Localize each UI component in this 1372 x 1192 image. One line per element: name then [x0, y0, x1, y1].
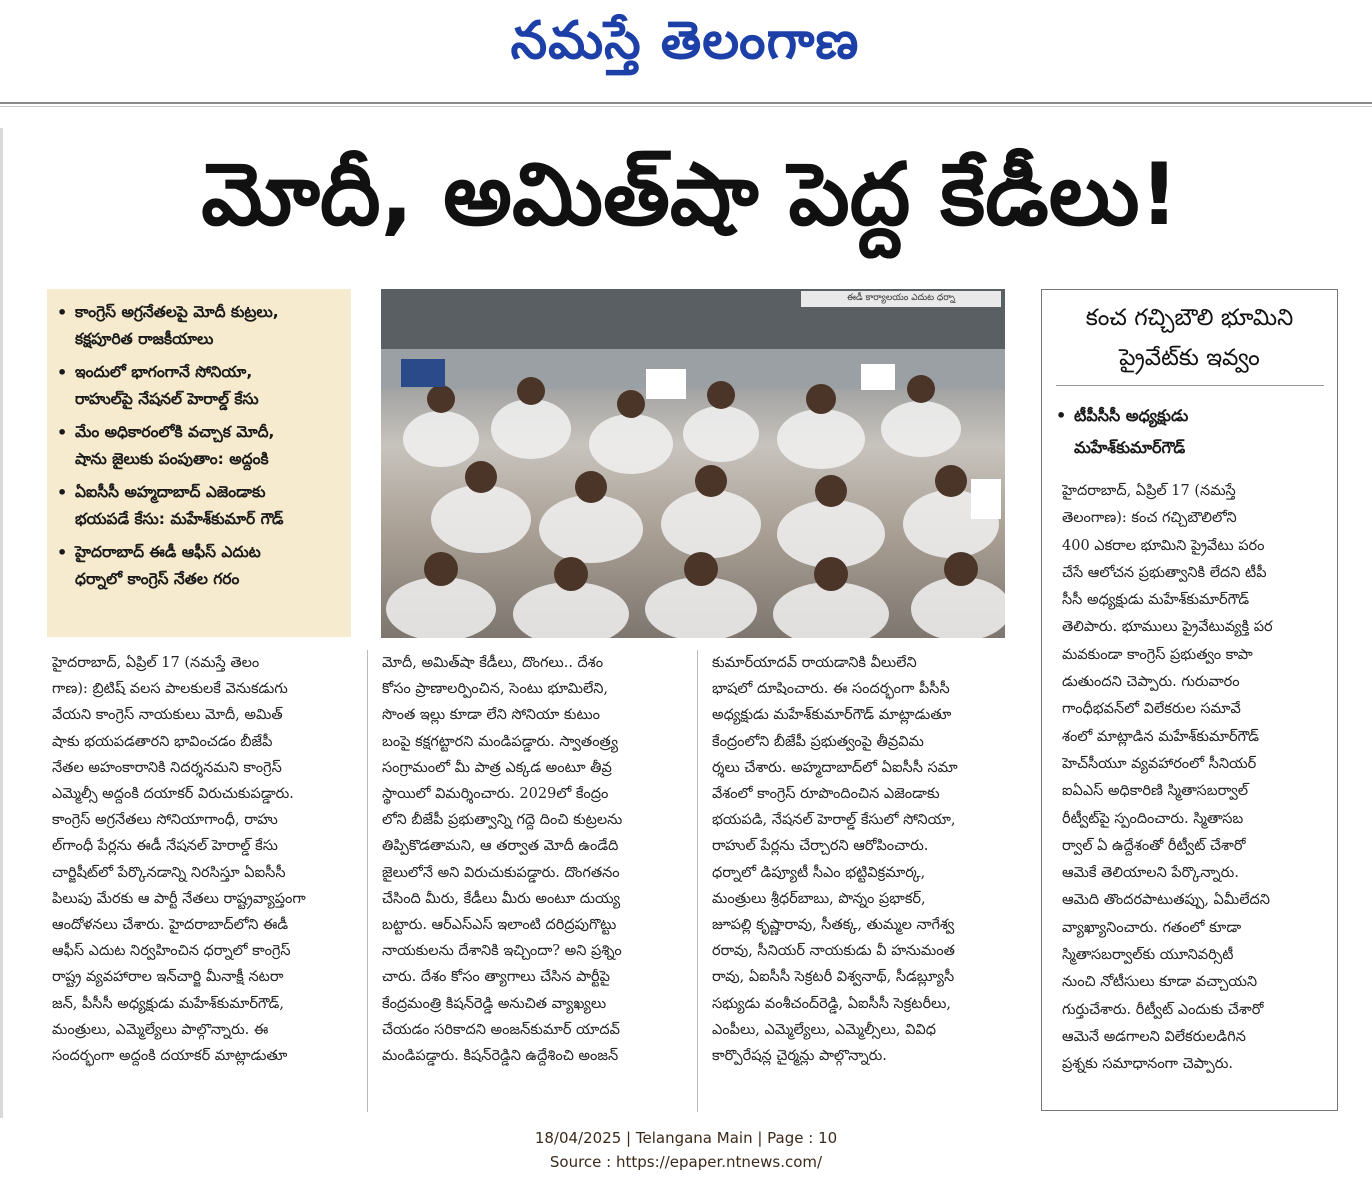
body-text-line: ర్శలు చేశారు. అహ్మదాబాద్‌లో ఏఐసీసీ సమా: [712, 759, 958, 776]
body-text-line: కాంగ్రెస్ అగ్రనేతలు సోనియాగాంధీ, రాహు: [52, 812, 278, 829]
body-text-line: మంత్రులు, ఎమ్మెల్యేలు పాల్గొన్నారు. ఈ: [52, 1021, 269, 1038]
bullet-icon: •: [1056, 406, 1067, 425]
highlight-item: [57, 359, 343, 413]
body-text-line: మోదీ, అమిత్‌షా కేడీలు, దొంగలు.. దేశం: [382, 655, 604, 671]
body-text-line: భాషలో దూషించారు. ఈ సందర్భంగా పీసీసీ: [712, 681, 950, 698]
body-text-line: ధర్నాలో డిప్యూటీ సీఎం భట్టివిక్రమార్క,: [712, 864, 926, 881]
body-text-line: సొంత ఇల్లు కూడా లేని సోనియా కుటుం: [382, 707, 601, 724]
bullet-icon: •: [57, 483, 68, 502]
body-text-line: ఐఏఎస్ అధికారిణి స్మితాసబర్వాల్: [1062, 783, 1249, 800]
news-photo: [381, 289, 1005, 638]
body-text-line: గాంధీభవన్‌లో విలేకరుల సమావే: [1062, 701, 1241, 718]
highlight-line: భయపడే కేసు: మహేశ్‌కుమార్ గౌడ్: [75, 510, 284, 528]
bullet-icon: •: [57, 363, 68, 382]
body-text-line: తెలంగాణ): కంచ గచ్చిబౌలిలోని: [1062, 510, 1237, 527]
column-divider: [697, 650, 698, 1112]
highlight-item: [57, 419, 343, 473]
body-text-line: హైదరాబాద్, ఏప్రిల్ 17 (నమస్తే: [1062, 483, 1236, 499]
body-text-line: ఎమ్మెల్సీ అద్దంకి దయాకర్ విరుచుకుపడ్డారు.: [52, 786, 294, 803]
crowd-illustration: [381, 289, 1005, 638]
article-column-3: [712, 650, 1012, 1069]
body-text-line: రాహుల్ పేర్లను చేర్చారని ఆరోపించారు.: [712, 838, 929, 855]
bullet-icon: •: [57, 543, 68, 562]
body-text-line: షాకు భయపడతారని భావించడం బీజేపీ: [52, 733, 273, 750]
body-text-line: సంగ్రామంలో మీ పాత్ర ఎక్కడ అంటూ తీవ్ర: [382, 759, 612, 776]
body-text-line: ర్వాల్ ఏ ఉద్దేశంతో రీట్వీట్ చేశారో: [1062, 837, 1246, 854]
body-text-line: గుర్తుచేశారు. రీట్వీట్ ఎందుకు చేశారో: [1062, 1001, 1264, 1018]
body-text-line: పిలుపు మేరకు ఆ పార్టీ నేతలు రాష్ట్రవ్యాప్తంగా: [52, 890, 306, 907]
sidebar-headline: [1042, 298, 1337, 378]
page-footer: [0, 1126, 1372, 1174]
body-text-line: స్థాయిలో విమర్శించారు. 2029లో కేంద్రం: [382, 786, 609, 803]
body-text-line: గాణ): బ్రిటిష్ వలస పాలకులకే వెనుకడుగు: [52, 681, 288, 698]
masthead-logo: నమస్తే తెలంగాణ: [510, 10, 860, 71]
body-text-line: ప్రశ్నకు సమాధానంగా చెప్పారు.: [1062, 1056, 1234, 1073]
footer-edition-info: 18/04/2025 | Telangana Main | Page : 10: [534, 1129, 838, 1147]
body-text-line: రావు, ఏఐసీసీ సెక్రటరీ విశ్వనాథ్, సీడబ్ల్యూసీ: [712, 969, 955, 986]
highlight-line: ఇందులో భాగంగానే సోనియా,: [75, 363, 253, 381]
body-text-line: హెచ్‌సీయూ వ్యవహారంలో సీనియర్: [1062, 755, 1257, 772]
body-text-line: మండిపడ్డారు. కిషన్‌రెడ్డిని ఉద్దేశించి అంజన్: [382, 1048, 619, 1065]
body-text-line: చార్జిషీట్‌లో పేర్కొనడాన్ని నిరసిస్తూ ఏఐసీసీ: [52, 864, 286, 881]
body-text-line: ఆందోళనలు చేశారు. హైదరాబాద్‌లోని ఈడీ: [52, 917, 289, 934]
body-text-line: వేయని కాంగ్రెస్ నాయకులు మోదీ, అమిత్: [52, 707, 283, 724]
body-text-line: తెలిపారు. భూములు ప్రైవేటువ్యక్తి పర: [1062, 619, 1273, 636]
highlight-line: ఏఐసీసీ అహ్మదాబాద్ ఎజెండాకు: [75, 483, 266, 501]
highlight-item: [57, 479, 343, 533]
body-text-line: మంత్రులు శ్రీధర్‌బాబు, పొన్నం ప్రభాకర్,: [712, 890, 926, 907]
bullet-icon: •: [57, 303, 68, 322]
masthead-divider-thin: [0, 106, 1372, 107]
body-text-line: కార్పొరేషన్ల చైర్మన్లు పాల్గొన్నారు.: [712, 1048, 887, 1065]
body-text-line: శంలో మాట్లాడిన మహేశ్‌కుమార్‌గౌడ్: [1062, 728, 1260, 745]
body-text-line: తిప్పికొడతామని, ఆ తర్వాత మోదీ ఉండేది: [382, 838, 619, 855]
body-text-line: నేతల అహంకారానికి నిదర్శనమని కాంగ్రెస్: [52, 759, 282, 776]
body-text-line: రీట్వీట్‌పై స్పందించారు. స్మితాసబ: [1062, 810, 1244, 827]
sidebar-story: [1041, 289, 1338, 1111]
sidebar-subheading: [1056, 400, 1326, 464]
photo-banner-text: ఈడీ కార్యాలయం ఎదుట ధర్నా: [801, 291, 1001, 307]
highlight-line: రాహుల్‌పై నేషనల్ హెరాల్డ్ కేసు: [75, 390, 259, 408]
body-text-line: ఆమెనే అడగాలని విలేకరులడిగిన: [1062, 1028, 1246, 1045]
body-text-line: ఆఫీస్ ఎదుట నిర్వహించిన ధర్నాలో కాంగ్రెస్: [52, 943, 291, 960]
body-text-line: లోని బీజేపీ ప్రభుత్వాన్ని గద్దె దించి కుట్రలను: [382, 812, 623, 829]
body-text-line: మవకుండా కాంగ్రెస్ ప్రభుత్వం కాపా: [1062, 646, 1253, 663]
highlight-line: ధర్నాలో కాంగ్రెస్ నేతల గరం: [75, 570, 240, 588]
body-text-line: చేయడం సరికాదని అంజన్‌కుమార్ యాదవ్: [382, 1021, 620, 1038]
body-text-line: హైదరాబాద్, ఏప్రిల్ 17 (నమస్తే తెలం: [52, 655, 260, 671]
body-text-line: చేసింది మీరు, కేడీలు మీరు అంటూ దుయ్య: [382, 890, 621, 907]
body-text-line: నుంచి నోటీసులు కూడా వచ్చాయని: [1062, 974, 1258, 991]
body-text-line: వ్యాఖ్యానించారు. గతంలో కూడా: [1062, 919, 1242, 936]
highlight-item: [57, 539, 343, 593]
masthead: [0, 0, 1372, 100]
body-text-line: జూపల్లి కృష్ణారావు, సీతక్క, తుమ్మల నాగేశ్వ: [712, 917, 955, 934]
body-text-line: ఆమెకే తెలియాలని పేర్కొన్నారు.: [1062, 865, 1239, 882]
sidebar-subheading-line: మహేశ్‌కుమార్‌గౌడ్: [1074, 438, 1186, 457]
body-text-line: భయపడి, నేషనల్ హెరాల్డ్ కేసులో సోనియా,: [712, 812, 956, 829]
body-text-line: సభ్యుడు వంశీచంద్‌రెడ్డి, ఏఐసీసీ సెక్రటరీలు,: [712, 995, 951, 1012]
body-text-line: బంపై కక్షగట్టారని మండిపడ్డారు. స్వాతంత్ర్య: [382, 733, 618, 750]
highlight-line: కక్షపూరిత రాజకీయాలు: [75, 330, 214, 348]
body-text-line: వేశంలో కాంగ్రెస్ రూపొందించిన ఎజెండాకు: [712, 786, 940, 803]
highlight-line: హైదరాబాద్ ఈడీ ఆఫీస్ ఎదుట: [75, 543, 261, 561]
highlight-line: మేం అధికారంలోకి వచ్చాక మోదీ,: [75, 423, 275, 441]
body-text-line: ఎంపీలు, ఎమ్మెల్యేలు, ఎమ్మెల్సీలు, వివిధ: [712, 1021, 936, 1038]
body-text-line: చేసే ఆలోచన ప్రభుత్వానికి లేదని టీపీ: [1062, 564, 1267, 581]
article-column-2: [382, 650, 682, 1069]
column-divider: [367, 650, 368, 1112]
bullet-icon: •: [57, 423, 68, 442]
sidebar-subheading-line: టీపీసీసీ అధ్యక్షుడు: [1074, 406, 1189, 425]
sidebar-divider: [1056, 385, 1324, 386]
body-text-line: జన్, పీసీసీ అధ్యక్షుడు మహేశ్‌కుమార్‌గౌడ్,: [52, 995, 285, 1012]
body-text-line: రరావు, సీనియర్ నాయకుడు వీ హనుమంత: [712, 943, 955, 960]
highlights-box: [47, 289, 351, 637]
body-text-line: డుతుందని చెప్పారు. గురువారం: [1062, 674, 1240, 691]
page-edge: [0, 128, 3, 1118]
body-text-line: అధ్యక్షుడు మహేశ్‌కుమార్‌గౌడ్ మాట్లాడుతూ: [712, 707, 952, 724]
body-text-line: చారు. దేశం కోసం త్యాగాలు చేసిన పార్టీపై: [382, 969, 610, 986]
body-text-line: జైలులోనే అని విరుచుకుపడ్డారు. దొంగతనం: [382, 864, 620, 881]
body-text-line: ఆమెది తొందరపాటుతప్పు, ఏమీలేదని: [1062, 892, 1270, 909]
body-text-line: కేంద్రంలోని బీజేపీ ప్రభుత్వంపై తీవ్రవిమ: [712, 733, 924, 750]
headline: మోదీ, అమిత్‌షా పెద్ద కేడీలు!: [201, 144, 1179, 245]
body-text-line: సందర్భంగా అద్దంకి దయాకర్ మాట్లాడుతూ: [52, 1048, 288, 1065]
highlight-line: కాంగ్రెస్ అగ్రనేతలపై మోదీ కుట్రలు,: [75, 303, 279, 321]
highlight-item: [57, 299, 343, 353]
masthead-divider: [0, 102, 1372, 104]
body-text-line: నాయకులను దేశానికి ఇచ్చిందా? అని ప్రశ్నిం: [382, 943, 622, 960]
body-text-line: కేంద్రమంత్రి కిషన్‌రెడ్డి అనుచిత వ్యాఖ్యలు: [382, 995, 607, 1012]
body-text-line: స్మితాసబర్వాల్‌కు యూనివర్సిటీ: [1062, 947, 1234, 964]
highlight-line: షాను జైలుకు పంపుతాం: అద్దంకి: [75, 450, 269, 468]
body-text-line: కోసం ప్రాణాలర్పించిన, సెంటు భూమిలేని,: [382, 681, 609, 698]
sidebar-body: [1062, 478, 1326, 1079]
body-text-line: సీసీ అధ్యక్షుడు మహేశ్‌కుమార్‌గౌడ్: [1062, 592, 1250, 609]
sidebar-headline-line: కంచ గచ్చిబౌలి భూమిని: [1085, 305, 1294, 331]
footer-source-link: Source : https://epaper.ntnews.com/: [549, 1153, 823, 1171]
sidebar-headline-line: ప్రైవేట్‌కు ఇవ్వం: [1119, 345, 1260, 371]
body-text-line: 400 ఎకరాల భూమిని ప్రైవేటు పరం: [1062, 537, 1265, 554]
body-text-line: రాష్ట్ర వ్యవహారాల ఇన్‌చార్జి మీనాక్షీ నటరా: [52, 969, 284, 986]
body-text-line: ల్‌గాంధీ పేర్లను ఈడీ నేషనల్ హెరాల్డ్ కేసు: [52, 838, 278, 855]
body-text-line: కుమార్‌యాదవ్ రాయడానికి వీలులేని: [712, 655, 917, 671]
body-text-line: బట్టారు. ఆర్‌ఎస్‌ఎస్ ఇలాంటి దరిద్రపుగొట్టు: [382, 917, 617, 934]
article-column-1: [52, 650, 352, 1069]
